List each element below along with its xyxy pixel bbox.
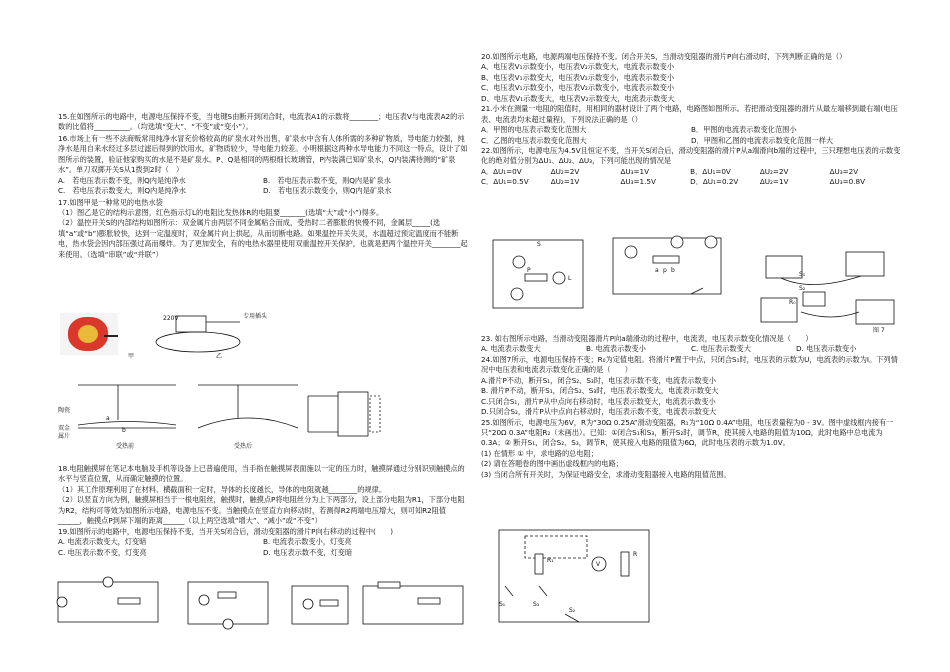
resistor-r1-label: R₁ — [547, 557, 554, 564]
question-22: 22.如图所示，电源电压为4.5V且恒定不变，当开关S闭合后，滑动变阻器的滑片P从a端滑向b端的过程中，三只理想电压表的示数变化的绝对值分别为ΔU₁、ΔU₂、ΔU₃，下列可能出现的情况是 — [481, 145, 901, 166]
option-d-u1: D．ΔU₁=0.2V — [690, 177, 739, 187]
question-18: 18.电阻触摸屏在笔记本电脑及手机等设备上已普遍使用，当手指在触摸屏表面施以一定的压力时，触摸屏通过分别识别触摸点的水平与竖直位置，从而确定触摸的位置。 — [58, 464, 465, 484]
option-a: A.滑片P不动，断开S₁，闭合S₂、S₃时，电压表示数不变，电流表示数变小 — [481, 375, 716, 385]
question-19-options-2 — [58, 548, 468, 558]
option-c: C、电压表V₁示数变小，电压表V₂示数变小，电流表示数变小 — [481, 83, 675, 93]
question-21: 21.小米在测量一电阻的阻值时，用相同的器材设计了两个电路，电路图如图所示。若把滑动变阻器的滑片从最左端移到最右端(电压表、电流表均未超过量程)，下列说法正确的是（） — [481, 104, 898, 124]
option-a: A. 若电压表示数不变，则Q内是纯净水 — [58, 175, 186, 185]
question-25-part-1: (1) 在情形 ① 中，求电路的总电阻； — [481, 448, 598, 458]
label-b: b — [122, 427, 126, 434]
question-16-options-2 — [58, 186, 468, 196]
question-17-part-1: （1）图乙是它的结构示意图，红色指示灯L的电阻比发热体R的电阻要_______(选填“大”或“小”)得多。 — [58, 207, 384, 217]
option-b: B、电压表V₁示数变大，电压表V₂示数变小，电流表示数变小 — [481, 72, 675, 82]
option-a-u1: A．ΔU₁=0V — [481, 166, 522, 176]
question-16-options — [58, 176, 468, 186]
question-18-part-1: （1）其工作原理利用了在材料、横截面积一定时，导体的长度越长，导体的电阻就越________的规律。 — [58, 484, 387, 494]
label-a: a — [106, 415, 110, 422]
option-d: D.只闭合S₂，滑片P从中点向右移动时，电压表示数不变，电流表示数变大 — [481, 407, 717, 417]
question-25-part-2: (2) 请在答题卷的图中画出虚线框内的电路； — [481, 459, 623, 469]
option-c: C. 电压表示数变大 — [691, 344, 751, 354]
question-23-options — [481, 344, 901, 354]
label-ceramic: 陶瓷 — [58, 407, 71, 414]
option-b: B．甲图的电流表示数变化范围小 — [691, 125, 797, 135]
question-25-circuit — [495, 526, 695, 636]
label-after-heating: 受热后 — [234, 443, 253, 450]
option-b: B. 滑片P不动，断开S₁，闭合S₂、S₃时，电压表示数变大，电流表示数变大 — [481, 386, 719, 396]
label-bimetal-2: 属片 — [58, 433, 71, 440]
option-d: D. 若电压表示数变小，则Q内是矿泉水 — [263, 186, 392, 196]
option-b: B. 电流表示数变小，灯变亮 — [263, 537, 352, 547]
rheostat-label: R — [633, 551, 638, 558]
option-c-u1: C．ΔU₁=0.5V — [481, 177, 529, 187]
voltage-label: 220V — [163, 315, 179, 322]
option-c-u2: ΔU₂=1V — [550, 177, 580, 187]
figure-7-caption: 图 7 — [873, 327, 885, 334]
option-b: B. 电流表示数变小 — [586, 344, 646, 354]
left-column — [58, 0, 468, 672]
question-20: 20.如图所示电路，电源两端电压保持不变。闭合开关S，当滑动变阻器的滑片P向右滑动时，下列判断正确的是（） — [481, 52, 847, 61]
switch-label-s: S — [537, 241, 541, 248]
question-16: 16.市场上有一些不法商贩常用纯净水冒充价格较高的矿泉水对外出售，矿泉水中含有人体所需的多种矿物质，导电能力较强，纯净水是用自来水经过多层过滤后得到的饮用水，矿物质较少，导电能力较差。小明根据这两种水导电能力不同这一特点，设计了如图所示的装置，验证他家购买的水是不是矿泉水。P、Q是相同的两根细长玻璃管，P内装满已知矿泉水，Q内装满待测的“矿泉水”。单刀双掷开关S从1拨到2时（ ） — [58, 133, 468, 175]
label-jia: 甲 — [128, 353, 135, 360]
question-17: 17.如图甲是一种常见的电热水袋 — [58, 197, 163, 207]
question-22-23-24-figures — [481, 232, 901, 332]
option-c: C. 若电压表示数变大，则Q内是纯净水 — [58, 186, 186, 196]
option-a: A. 电流表示数变大 — [481, 344, 541, 354]
switch-s1: S₁ — [799, 271, 806, 278]
option-a: A. 电流表示数变大，灯变暗 — [58, 537, 147, 547]
voltmeter-label: V — [596, 561, 601, 568]
option-d: D、电压表V₁示数变大，电压表V₂示数变大，电流表示数变大 — [481, 93, 675, 103]
switch-s2: S₂ — [799, 285, 806, 292]
option-c-u3: ΔU₃=1.5V — [620, 177, 656, 187]
option-c: C．乙图的电压表示数变化范围大 — [481, 135, 587, 145]
question-17-part-2: （2）温控开关S的内部结构如图所示：双金属片由两层不同金属粘合而成，受热时二者膨胀的快慢不同，金属层_____(选填“a”或“b”)膨胀较快，达到一定温度时，双金属片向上拱起，从而切断电路。如果温控开关失灵，水温超过预定温度而不能断电，热水袋会因内部压强过高而爆炸。为了更加安全，有的电热水器里使用双重温控开关保护，也就是把两个温控开关________起来使用。（选填“串联”或“并联”） — [58, 218, 468, 259]
question-19: 19.如图所示的电路中，电源电压保持不变，当开关S闭合后，滑动变阻器的滑片P向右移动的过程中( ) — [58, 526, 394, 536]
option-a-u3: ΔU₃=1V — [620, 166, 650, 176]
question-21-options — [481, 125, 901, 135]
switch-s1-label: S₁ — [499, 601, 506, 608]
question-25: 25.如图所示，电源电压为6V，R为“30Ω 0.25A”滑动变阻器，R₁为“10Ω 0.4A”电阻，电压表量程为0 - 3V。图中虚线框内接有一只“20Ω 0.3A”电阻R₂（未画出）。已知：①闭合S₁和S₃，断开S₂时，调节R，使其接入电路的阻值为10Ω，此时电路中总电流为0.3A；② 断开S₁，闭合S₂、S₃，调节R，使其接入电路的阻值为6Ω，此时电压表的示数为1.0V。 — [481, 417, 894, 448]
slider-end-b: b — [671, 267, 675, 274]
option-b-u2: ΔU₂=2V — [759, 166, 789, 176]
question-22-options — [481, 167, 901, 177]
question-19-options — [58, 537, 468, 547]
option-c: C.只闭合S₁，滑片P从中点向右移动时，电压表示数变大，电流表示数变小 — [481, 396, 716, 406]
option-b-u3: ΔU₃=2V — [829, 166, 859, 176]
option-b-u1: B．ΔU₁=0V — [690, 166, 731, 176]
slider-end-a: a — [655, 267, 659, 274]
slider-label-p2: p — [663, 267, 667, 274]
option-a: A．甲图的电压表示数变化范围大 — [481, 125, 587, 135]
question-15: 15.在如图所示的电路中，电源电压保持不变，当电键S由断开到闭合时，电流表A1的示数将________；电压表V与电流表A2的示数的比值将__________。（均选填“变大”、“不变”或“变小”）。 — [58, 112, 465, 132]
option-c: C. 电压表示数不变，灯变亮 — [58, 547, 147, 557]
resistor-r0: R₀ — [789, 299, 796, 306]
right-column — [481, 0, 901, 672]
option-a-u2: ΔU₂=2V — [550, 166, 580, 176]
label-yi: 乙 — [216, 353, 223, 360]
option-b: B. 若电压表示数不变，则Q内是矿泉水 — [263, 175, 391, 185]
option-d-u3: ΔU₃=0.8V — [829, 177, 866, 187]
label-before-heating: 受热前 — [116, 443, 135, 450]
question-21-options-2 — [481, 136, 901, 146]
question-23: 23. 如右图所示电路，当滑动变阻器滑片P向a端滑动的过程中，电流表，电压表示数变化情况是（ ） — [481, 334, 813, 343]
slider-label-p: P — [527, 267, 531, 274]
label-bimetal: 双金 — [58, 425, 71, 432]
switch-s3-label: S₃ — [533, 601, 540, 608]
question-18-part-2: （2）以竖直方向为例，触摸屏相当于一根电阻丝，触摸时，触摸点P将电阻丝分为上下两部分，设上部分电阻为R1，下部分电阻为R2，结构可等效为如图所示电路，电源电压不变。当触摸点在竖直方向移动时，若测得R2两端电压增大，则可知R2阻值______，触摸点P到屏下端的距离______（以上两空选填“增大”、“减小”或“不变”） — [58, 495, 465, 526]
question-22-options-2 — [481, 177, 901, 187]
option-d: D. 电压表示数变小 — [796, 344, 857, 354]
switch-s2-label: S₂ — [569, 607, 576, 614]
plug-label: 专用插头 — [243, 313, 268, 320]
question-19-circuits — [58, 578, 468, 638]
question-25-part-3: (3) 当闭合所有开关时，为保证电路安全，求滑动变阻器接入电路的阻值范围。 — [481, 469, 731, 479]
option-d-u2: ΔU₂=1V — [759, 177, 789, 187]
question-24: 24.如图7所示，电源电压保持不变；R₀为定值电阻。将滑片P置于中点，只闭合S₁时，电压表的示数为U，电流表的示数为I。下列情况中电压表和电流表示数变化正确的是（ ） — [481, 354, 898, 375]
option-d: D．甲图和乙图的电流表示数变化范围一样大 — [691, 135, 834, 145]
option-d: D. 电压表示数不变，灯变暗 — [263, 547, 353, 557]
option-a: A、电压表V₁示数变小，电压表V₂示数变大，电流表示数变小 — [481, 62, 675, 72]
lamp-label-l: L — [568, 275, 572, 282]
